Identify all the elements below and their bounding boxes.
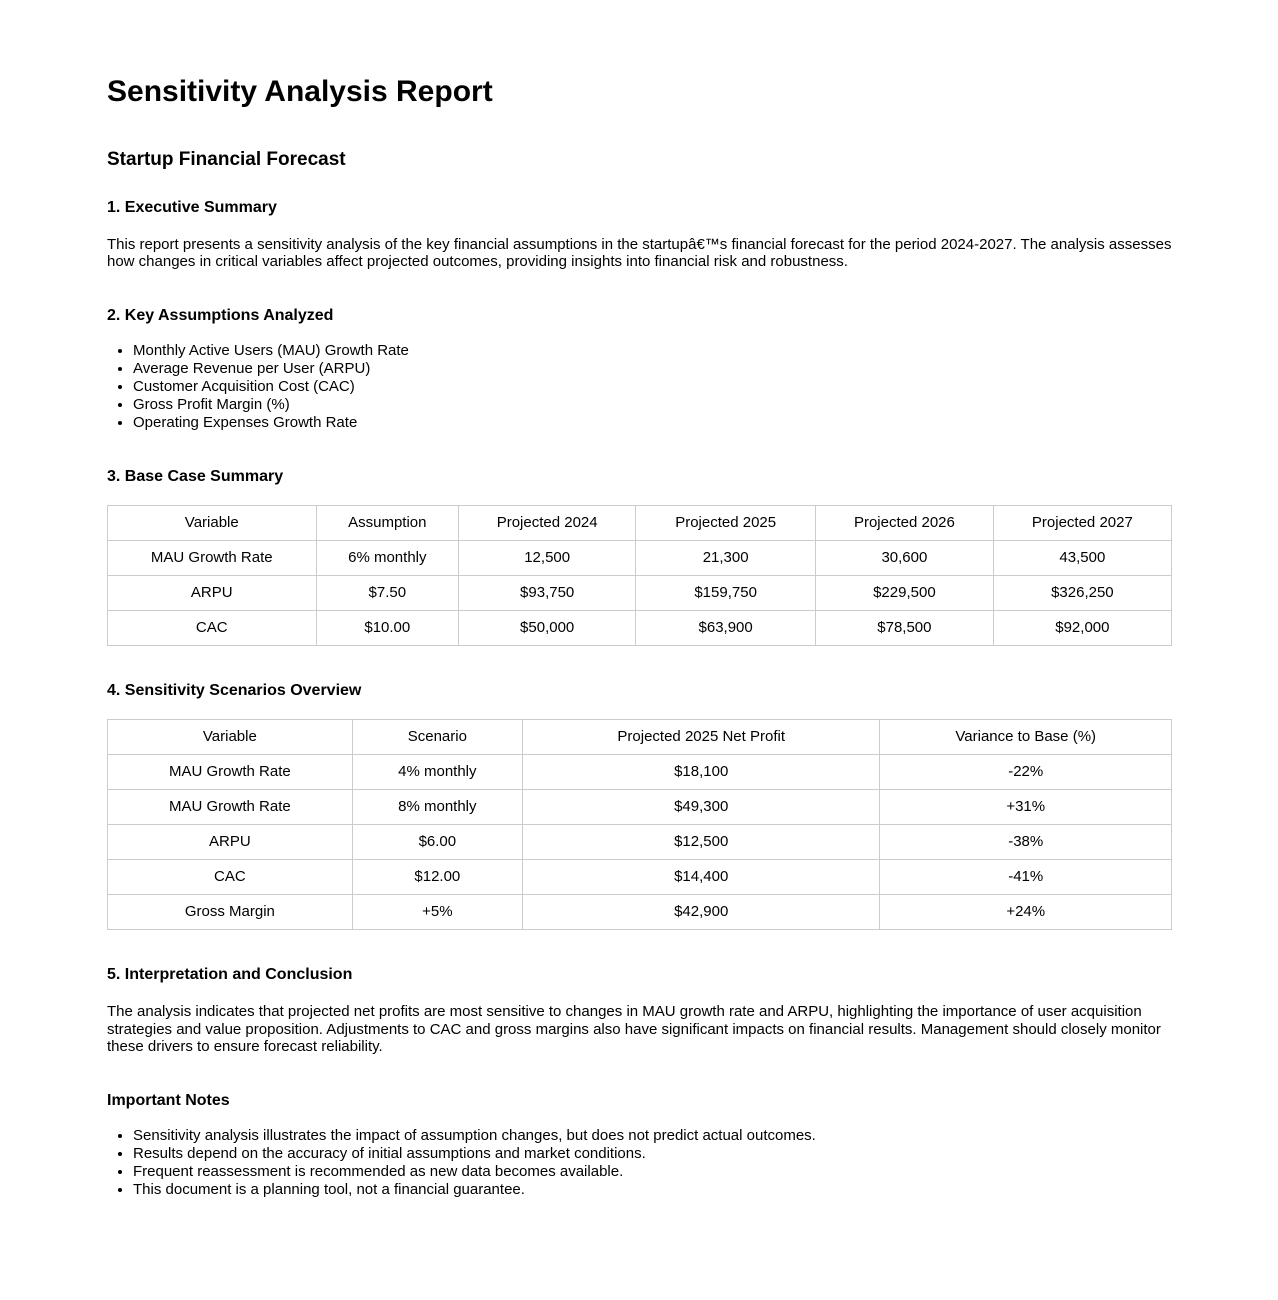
table-row [108,575,1172,610]
table-row [108,859,1172,894]
table-cell: $14,400 [522,859,880,894]
conclusion-paragraph: The analysis indicates that projected net profits are most sensitive to changes in MAU growth rate and ARPU, highlighting the importance of user acquisition strategies and value proposition. Adjustments to CAC and gross margins also have significant impacts on financial results. Management should closely monitor these drivers to ensure forecast reliability. [107,1002,1161,1056]
list-item: • Sensitivity analysis illustrates the impact of assumption changes, but does not predict actual outcomes. [133,1127,1172,1145]
table-header-row [108,719,1172,754]
table-header-row [108,505,1172,540]
table-cell: 4% monthly [352,754,522,789]
table-header-cell: Projected 2025 Net Profit [522,719,880,754]
table-cell: $92,000 [993,610,1171,645]
table-cell: $229,500 [816,575,994,610]
table-header-cell: Variance to Base (%) [880,719,1172,754]
list-item: • This document is a planning tool, not a financial guarantee. [133,1181,1172,1199]
list-item: • Operating Expenses Growth Rate [133,414,1172,432]
page-title: Sensitivity Analysis Report [107,75,493,108]
table-header-cell: Assumption [316,505,459,540]
section-heading-base-case: 3. Base Case Summary [107,467,284,485]
list-item: • Gross Profit Margin (%) [133,396,1172,414]
list-item: • Frequent reassessment is recommended as new data becomes available. [133,1163,1172,1181]
table-cell: 12,500 [459,540,636,575]
table-cell: $10.00 [316,610,459,645]
list-item: • Results depend on the accuracy of initial assumptions and market conditions. [133,1145,1172,1163]
table-row [108,789,1172,824]
table-cell: Gross Margin [108,894,353,929]
table-cell: $7.50 [316,575,459,610]
table-cell: MAU Growth Rate [108,754,353,789]
executive-summary-paragraph: This report presents a sensitivity analysis of the key financial assumptions in the startupâ€™s financial forecast for the period 2024-2027. The analysis assesses how changes in critical variables affect projected outcomes, providing insights into financial risk and robustness. [107,235,1172,271]
table-cell: $63,900 [636,610,816,645]
table-cell: ARPU [108,824,353,859]
table-cell: -22% [880,754,1172,789]
table-cell: $18,100 [522,754,880,789]
table-cell: 8% monthly [352,789,522,824]
table-cell: 30,600 [816,540,994,575]
table-header-cell: Projected 2027 [993,505,1171,540]
table-header-cell: Projected 2025 [636,505,816,540]
table-header-cell: Variable [108,719,353,754]
scenarios-table [107,719,1172,930]
table-row [108,824,1172,859]
table-cell: +24% [880,894,1172,929]
table-cell: $42,900 [522,894,880,929]
table-row [108,610,1172,645]
table-cell: ARPU [108,575,317,610]
table-cell: $49,300 [522,789,880,824]
table-cell: +5% [352,894,522,929]
list-item: • Customer Acquisition Cost (CAC) [133,378,1172,396]
table-cell: $6.00 [352,824,522,859]
table-cell: $50,000 [459,610,636,645]
table-row [108,754,1172,789]
table-cell: 43,500 [993,540,1171,575]
table-cell: $12,500 [522,824,880,859]
table-header-cell: Variable [108,505,317,540]
table-cell: +31% [880,789,1172,824]
table-row [108,894,1172,929]
base-case-table [107,505,1172,646]
list-item: • Monthly Active Users (MAU) Growth Rate [133,342,1172,360]
table-header-cell: Projected 2024 [459,505,636,540]
section-heading-conclusion: 5. Interpretation and Conclusion [107,965,353,983]
table-header-cell: Scenario [352,719,522,754]
table-cell: $12.00 [352,859,522,894]
table-row [108,540,1172,575]
table-cell: CAC [108,859,353,894]
key-assumptions-list [107,342,1172,432]
section-heading-executive-summary: 1. Executive Summary [107,198,277,216]
section-heading-important-notes: Important Notes [107,1091,230,1109]
section-heading-key-assumptions: 2. Key Assumptions Analyzed [107,306,334,324]
page-subtitle: Startup Financial Forecast [107,148,346,170]
table-cell: 6% monthly [316,540,459,575]
table-cell: $326,250 [993,575,1171,610]
table-cell: $159,750 [636,575,816,610]
list-item: • Average Revenue per User (ARPU) [133,360,1172,378]
table-cell: $93,750 [459,575,636,610]
table-cell: $78,500 [816,610,994,645]
table-header-cell: Projected 2026 [816,505,994,540]
table-cell: CAC [108,610,317,645]
table-cell: -41% [880,859,1172,894]
important-notes-list [107,1127,1172,1199]
section-heading-scenarios: 4. Sensitivity Scenarios Overview [107,681,362,699]
table-cell: MAU Growth Rate [108,540,317,575]
table-cell: -38% [880,824,1172,859]
table-cell: 21,300 [636,540,816,575]
table-cell: MAU Growth Rate [108,789,353,824]
